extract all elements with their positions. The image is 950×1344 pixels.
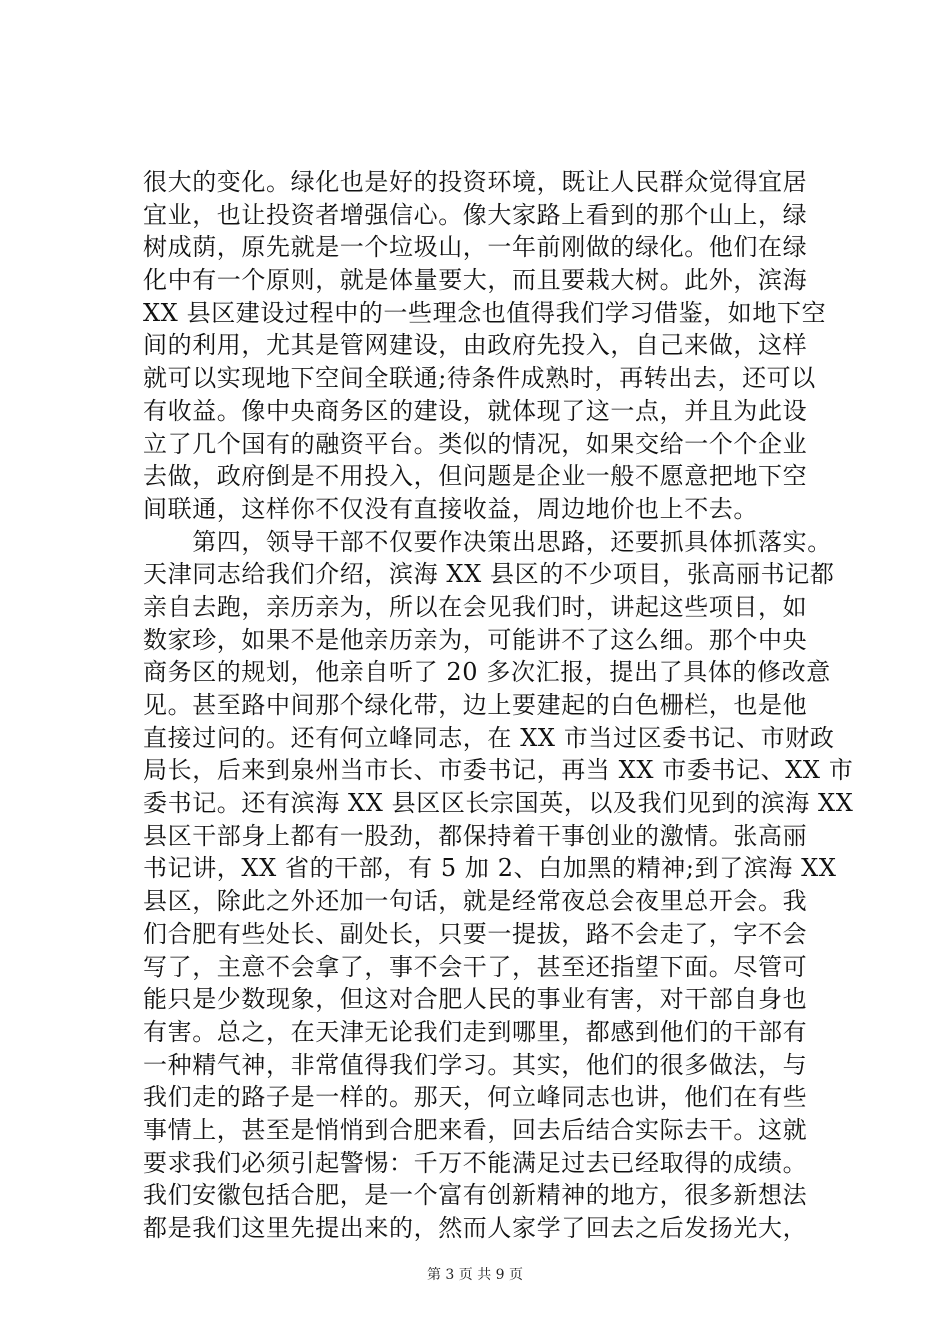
text-line: 立了几个国有的融资平台。类似的情况，如果交给一个个企业 xyxy=(143,429,808,458)
text-line: 县区干部身上都有一股劲，都保持着干事创业的激情。张高丽 xyxy=(143,821,808,850)
text-line: 能只是少数现象，但这对合肥人民的事业有害，对干部自身也 xyxy=(143,985,808,1014)
text-line: 事情上，甚至是悄悄到合肥来看，回去后结合实际去干。这就 xyxy=(143,1115,808,1144)
text-line: 天津同志给我们介绍，滨海 XX 县区的不少项目，张高丽书记都 xyxy=(143,560,835,589)
text-line: 写了，主意不会拿了，事不会干了，甚至还指望下面。尽管可 xyxy=(143,952,808,981)
text-line: 局长，后来到泉州当市长、市委书记，再当 XX 市委书记、XX 市 xyxy=(143,756,854,785)
paragraph-start-line: 第四，领导干部不仅要作决策出思路，还要抓具体抓落实。 xyxy=(143,527,832,556)
text-line: 一种精气神，非常值得我们学习。其实，他们的很多做法，与 xyxy=(143,1050,808,1079)
text-line: 间联通，这样你不仅没有直接收益，周边地价也上不去。 xyxy=(143,494,758,523)
text-line: 我们走的路子是一样的。那天，何立峰同志也讲，他们在有些 xyxy=(143,1083,808,1112)
text-line: 树成荫，原先就是一个垃圾山，一年前刚做的绿化。他们在绿 xyxy=(143,233,808,262)
text-line: 间的利用，尤其是管网建设，由政府先投入，自己来做，这样 xyxy=(143,331,808,360)
text-line: 们合肥有些处长、副处长，只要一提拔，路不会走了，字不会 xyxy=(143,919,808,948)
text-line: 要求我们必须引起警惕：千万不能满足过去已经取得的成绩。 xyxy=(143,1148,808,1177)
text-line: 就可以实现地下空间全联通;待条件成熟时，再转出去，还可以 xyxy=(143,364,816,393)
text-line: 化中有一个原则，就是体量要大，而且要栽大树。此外，滨海 xyxy=(143,266,808,295)
body-text xyxy=(143,166,854,1245)
text-line: 宜业，也让投资者增强信心。像大家路上看到的那个山上，绿 xyxy=(143,200,808,229)
text-line: 见。甚至路中间那个绿化带，边上要建起的白色栅栏，也是他 xyxy=(143,691,808,719)
text-line: 去做，政府倒是不用投入，但问题是企业一般不愿意把地下空 xyxy=(143,462,808,491)
text-line: 书记讲，XX 省的干部，有 5 加 2、白加黑的精神;到了滨海 XX xyxy=(143,854,837,883)
text-line: 有收益。像中央商务区的建设，就体现了这一点，并且为此设 xyxy=(143,396,808,425)
text-line: 都是我们这里先提出来的，然而人家学了回去之后发扬光大， xyxy=(143,1214,808,1242)
text-line: XX 县区建设过程中的一些理念也值得我们学习借鉴，如地下空 xyxy=(143,298,827,327)
text-line: 有害。总之，在天津无论我们走到哪里，都感到他们的干部有 xyxy=(143,1017,808,1046)
text-line: 很大的变化。绿化也是好的投资环境，既让人民群众觉得宜居 xyxy=(143,168,808,196)
text-line: 委书记。还有滨海 XX 县区区长宗国英，以及我们见到的滨海 XX xyxy=(143,789,854,818)
page-footer: 第 3 页 共 9 页 xyxy=(426,1267,524,1283)
text-line: 数家珍，如果不是他亲历亲为，可能讲不了这么细。那个中央 xyxy=(143,625,808,654)
text-line: 直接过问的。还有何立峰同志，在 XX 市当过区委书记、市财政 xyxy=(143,723,835,752)
text-line: 我们安徽包括合肥，是一个富有创新精神的地方，很多新想法 xyxy=(143,1181,808,1210)
text-line: 商务区的规划，他亲自听了 20 多次汇报，提出了具体的修改意 xyxy=(143,658,831,687)
text-line: 亲自去跑，亲历亲为，所以在会见我们时，讲起这些项目，如 xyxy=(143,592,808,621)
text-line: 县区，除此之外还加一句话，就是经常夜总会夜里总开会。我 xyxy=(143,887,808,916)
